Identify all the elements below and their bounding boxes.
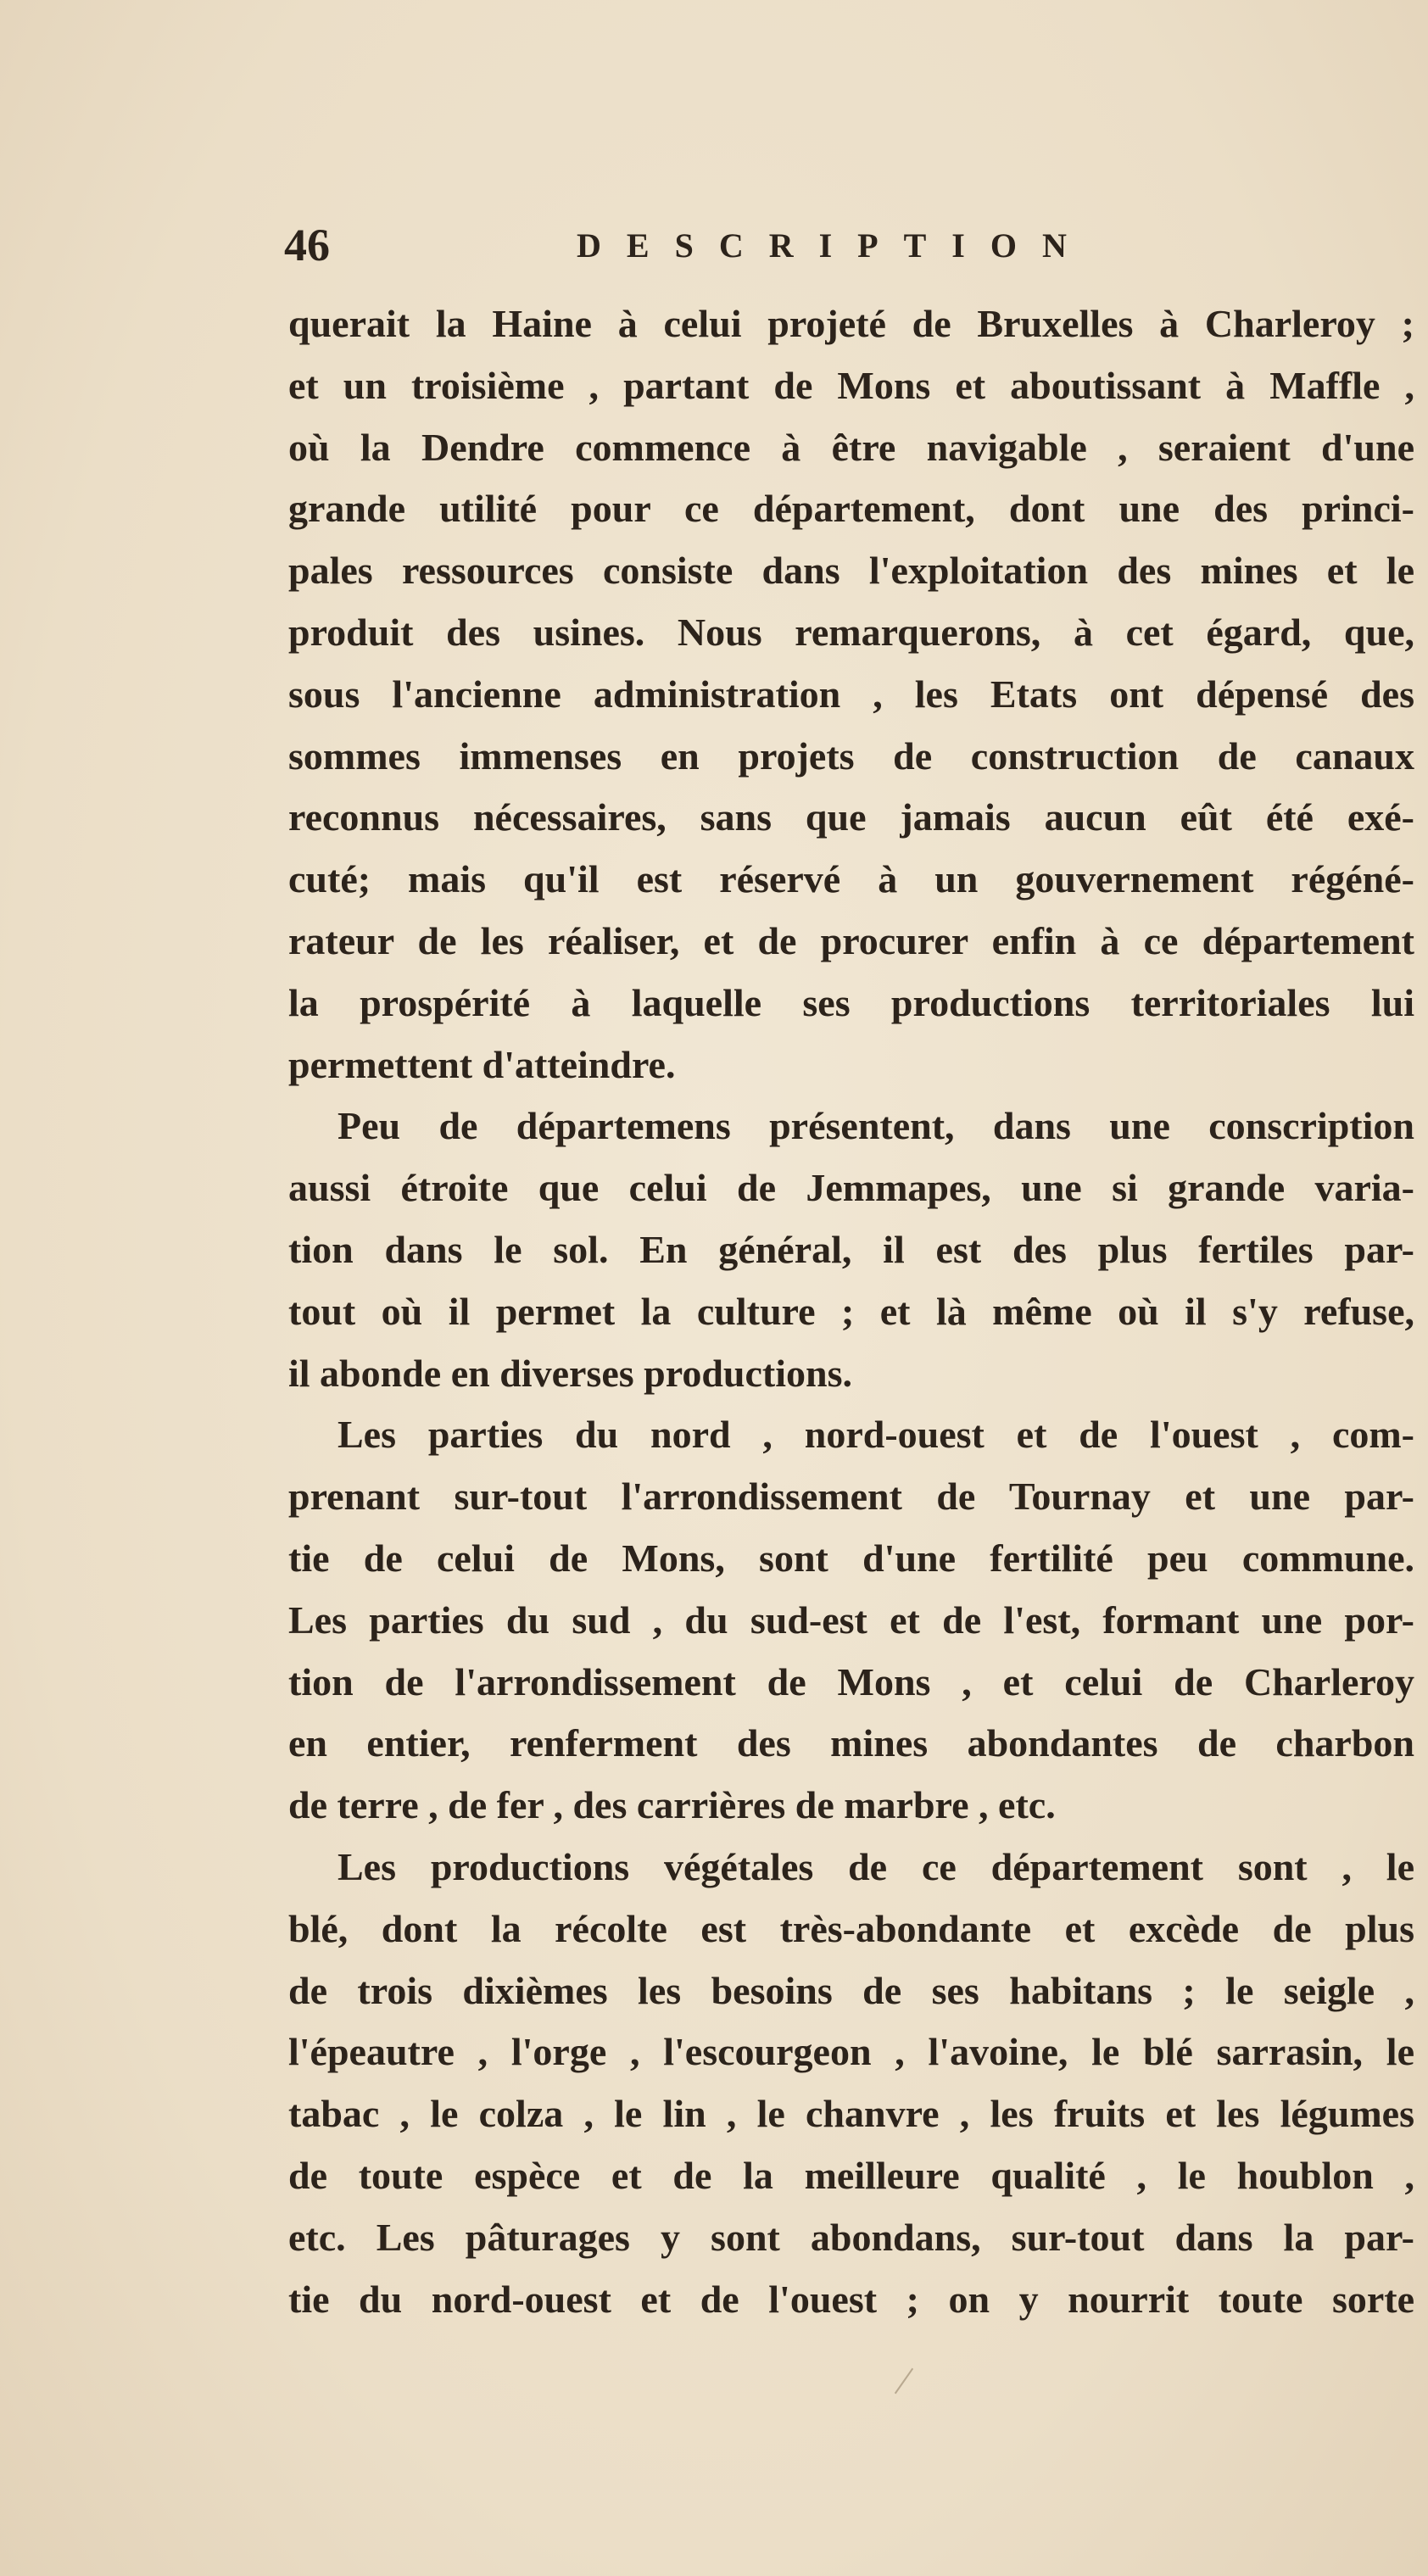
body-text (288, 293, 1414, 2330)
text-line: sommes immenses en projets de construction de canaux (288, 733, 1414, 778)
page-header (284, 219, 1149, 278)
text-line: permettent d'atteindre. (288, 1042, 676, 1086)
running-title: DESCRIPTION (577, 226, 1092, 265)
text-line: cuté; mais qu'il est réservé à un gouvernement régéné- (288, 857, 1414, 901)
text-line: pales ressources consiste dans l'exploitation des mines et le (288, 549, 1414, 593)
text-line: produit des usines. Nous remarquerons, à cet égard, que, (288, 610, 1414, 654)
text-line: blé, dont la récolte est très-abondante et excède de plus (288, 1906, 1414, 1950)
text-line: de toute espèce et de la meilleure qualité , le houblon , (288, 2153, 1414, 2197)
text-line: querait la Haine à celui projeté de Bruxelles à Charleroy ; (288, 302, 1414, 345)
text-line: Les parties du sud , du sud-est et de l'est, formant une por- (288, 1597, 1414, 1642)
pencil-mark (895, 2368, 913, 2395)
paragraph-start-line: Les parties du nord , nord-ouest et de l'ouest , com- (337, 1413, 1414, 1457)
text-line: tion de l'arrondissement de Mons , et celui de Charleroy (288, 1659, 1414, 1703)
text-line: prenant sur-tout l'arrondissement de Tournay et une par- (288, 1475, 1414, 1519)
paragraph-start-line: Peu de départemens présentent, dans une conscription (337, 1104, 1414, 1148)
text-line: la prospérité à laquelle ses productions territoriales lui (288, 980, 1414, 1024)
text-line: tie de celui de Mons, sont d'une fertilité peu commune. (288, 1536, 1414, 1580)
text-line: aussi étroite que celui de Jemmapes, une si grande varia- (288, 1166, 1414, 1210)
text-line: en entier, renferment des mines abondantes de charbon (288, 1721, 1414, 1765)
paragraph-start-line: Les productions végétales de ce département sont , le (337, 1844, 1414, 1888)
text-line: l'épeautre , l'orge , l'escourgeon , l'avoine, le blé sarrasin, le (288, 2030, 1414, 2074)
text-line: et un troisième , partant de Mons et aboutissant à Maffle , (288, 363, 1414, 407)
text-line: etc. Les pâturages y sont abondans, sur-tout dans la par- (288, 2215, 1414, 2259)
text-line: de trois dixièmes les besoins de ses habitans ; le seigle , (288, 1968, 1414, 2012)
text-line: grande utilité pour ce département, dont une des princi- (288, 487, 1414, 531)
text-line: de terre , de fer , des carrières de marbre , etc. (288, 1783, 1056, 1827)
text-line: tout où il permet la culture ; et là même où il s'y refuse, (288, 1289, 1414, 1333)
text-line: tion dans le sol. En général, il est des plus fertiles par- (288, 1227, 1414, 1271)
text-line: tabac , le colza , le lin , le chanvre , les fruits et les légumes (288, 2092, 1414, 2136)
text-line: sous l'ancienne administration , les Etats ont dépensé des (288, 672, 1414, 716)
text-line: il abonde en diverses productions. (288, 1351, 852, 1395)
text-line: tie du nord-ouest et de l'ouest ; on y nourrit toute sorte (288, 2277, 1414, 2321)
text-line: où la Dendre commence à être navigable , seraient d'une (288, 425, 1414, 469)
text-line: reconnus nécessaires, sans que jamais aucun eût été exé- (288, 795, 1414, 839)
page-number: 46 (284, 220, 330, 270)
text-line: rateur de les réaliser, et de procurer enfin à ce département (288, 918, 1414, 962)
